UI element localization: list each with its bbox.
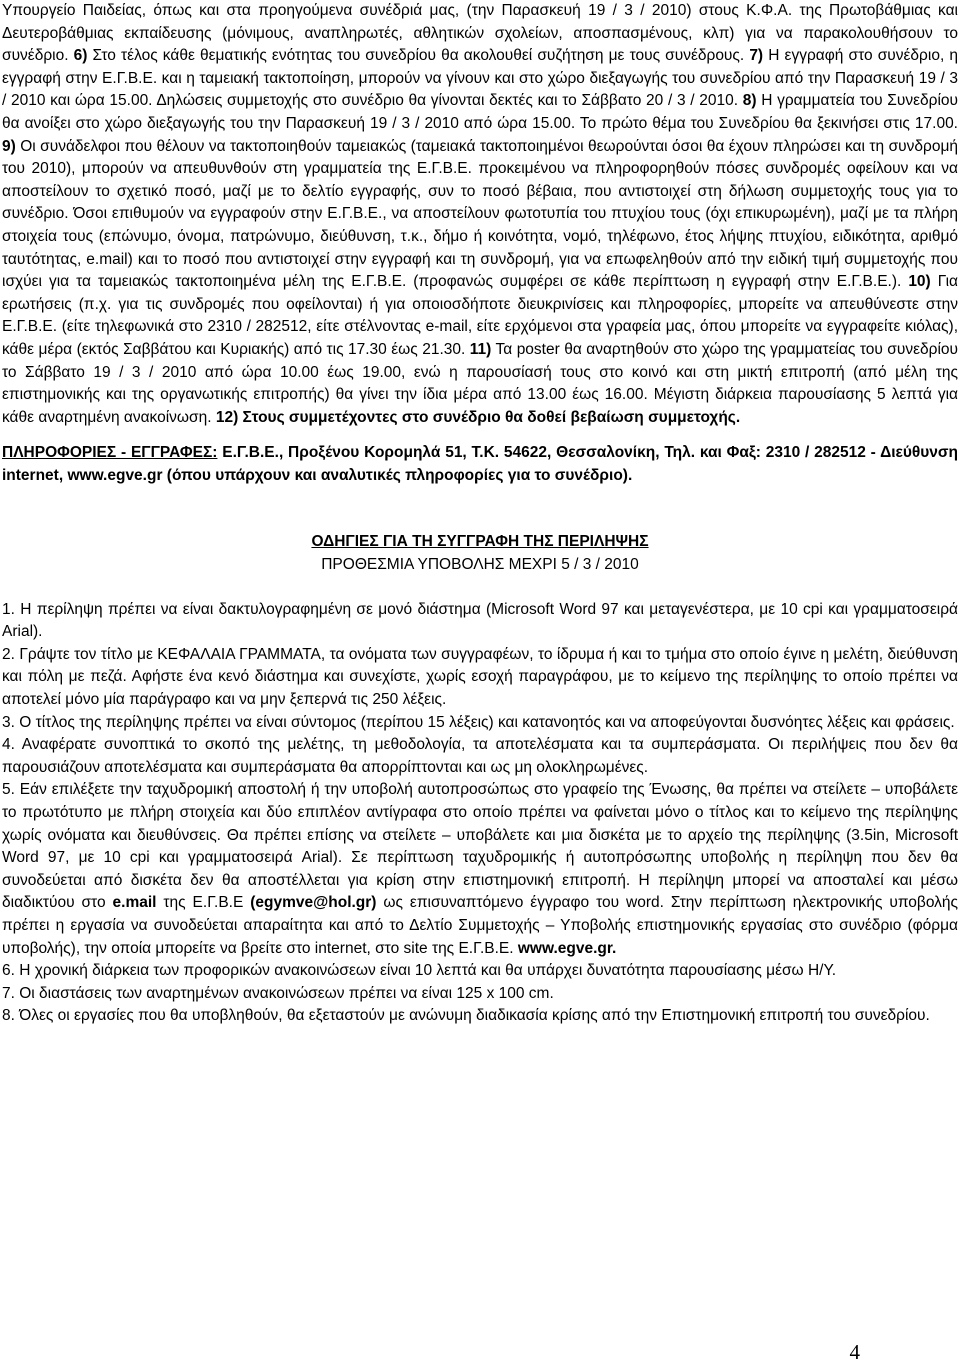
guideline-7: 7. Οι διαστάσεις των αναρτημένων ανακοινώσεων πρέπει να είναι 125 x 100 cm. [2, 984, 554, 1002]
guidelines-list [2, 599, 958, 1028]
item-number-11: 11) [469, 340, 492, 358]
guideline-4: 4. Αναφέρατε συνοπτικά το σκοπό της μελέτης, τη μεθοδολογία, τα αποτελέσματα και τα συμπεράσματα. Οι περιλήψεις που δεν θα παρουσιάζουν αποτελέσματα και συμπεράσματα θα απορρίπτονται και ως μη ολοκληρωμένες. [2, 736, 958, 776]
website-link: www.egve.gr. [517, 939, 617, 957]
item-12-text: Στους συμμετέχοντες στο συνέδριο θα δοθεί βεβαίωση συμμετοχής. [238, 408, 741, 426]
guideline-5-text-c: ως επισυναπτόμενο έγγραφο του word. Στην περίπτωση ηλεκτρονικής υποβολής πρέπει η εργασία να συνοδεύεται απαραίτητα και από το Δελτίο Συμμετοχής – Υποβολής επιστημονικής εργασίας στο συνέδριο (φόρμα υποβολής), την οποία μπορείτε να βρείτε στο internet, στο site της Ε.Γ.Β.Ε. [2, 894, 958, 957]
email-label: e.mail [112, 894, 157, 912]
item-10-text: Για ερωτήσεις (π.χ. για τις συνδρομές που οφείλονται) ή για οποιοσδήποτε διευκρινίσεις και πληροφορίες, μπορείτε να απευθύνεστε στην Ε.Γ.Β.Ε. (είτε τηλεφωνικά στο 2310 / 282512, είτε στέλνοντας e-mail, είτε ερχόμενοι στα γραφεία μας, όπου μπορείτε να εγγραφείτε κιόλας), κάθε μέρα (εκτός Σαββάτου και Κυριακής) από τις 17.30 έως 21.30. [2, 273, 958, 358]
guideline-5 [2, 779, 958, 960]
contact-info [2, 442, 958, 487]
item-number-6: 6) [73, 47, 88, 65]
item-6-text: Στο τέλος κάθε θεματικής ενότητας του συνεδρίου θα ακολουθεί συζήτηση με τους συνέδρους. [87, 47, 750, 65]
item-number-8: 8) [742, 92, 757, 110]
guidelines-heading: ΟΔΗΓΙΕΣ ΓΙΑ ΤΗ ΣΥΓΓΡΑΦΗ ΤΗΣ ΠΕΡΙΛΗΨΗΣ [311, 533, 649, 551]
guideline-6: 6. Η χρονική διάρκεια των προφορικών ανακοινώσεων είναι 10 λεπτά και θα υπάρχει δυνατότητα παρουσίασης μέσω Η/Υ. [2, 962, 837, 980]
item-number-12: 12) [215, 408, 239, 426]
guideline-5-text: 5. Εάν επιλέξετε την ταχυδρομική αποστολή ή την υποβολή αυτοπροσώπως στο γραφείο της Ένωσης, θα πρέπει να στείλετε – υποβάλετε το πρωτότυπο με πλήρη στοιχεία και δύο επιπλέον αντίγραφα στο οποίο πρέπει να φαίνεται μόνο ο τίτλος και το κείμενο της περίληψης χωρίς ονόματα και διευθύνσεις. Θα πρέπει επίσης να στείλετε – υποβάλετε και μια δισκέτα με το αρχείο της περίληψης (3.5in, Microsoft Word 97, με 10 cpi και γραμματοσειρά Arial). Σε περίπτωση ταχυδρομικής ή αυτοπρόσωπης υποβολής η περίληψη που δεν θα συνοδεύεται από δισκέτα δεν θα αποστέλλεται για κρίση στην επιστημονική επιτροπή. Η περίληψη μπορεί να αποσταλεί και μέσω διαδικτύου στο [2, 781, 958, 912]
guideline-5-text-b: της Ε.Γ.Β.Ε [156, 894, 251, 912]
sentence-ministry: Υπουργείο Παιδείας, όπως και στα προηγούμενα συνέδριά μας, (την Παρασκευή 19 / 3 / 2010) στους Κ.Φ.Α. της Πρωτοβάθμιας και Δευτεροβάθμιας εκπαίδευσης (μόνιμους, αναπληρωτές, αθλητικών σχολείων, αποσπασμένους, κλπ) για να παρακολουθήσουν το συνέδριο. [2, 2, 958, 65]
page-number: 4 [849, 1340, 860, 1364]
item-number-9: 9) [2, 137, 16, 155]
guideline-1: 1. Η περίληψη πρέπει να είναι δακτυλογραφημένη σε μονό διάστημα (Microsoft Word 97 και μεταγενέστερα, με 10 cpi και γραμματοσειρά Arial). [2, 600, 958, 641]
item-11-text: Τα poster θα αναρτηθούν στο χώρο της γραμματείας του συνεδρίου το Σάββατο 19 / 3 / 2010 από ώρα 10.00 έως 19.00, ενώ η παρουσίασή τους στο κοινό και στη μικτή επιτροπή (από μέλη της επιστημονικής και της οργανωτικής επιτροπής) θα γίνει την ίδια μέρα από 13.00 έως 16.00. Μέγιστη διάρκεια παρουσίασης 5 λεπτά για κάθε αναρτημένη ανακοίνωση. [2, 340, 958, 426]
contact-info-label: ΠΛΗΡΟΦΟΡΙΕΣ - ΕΓΓΡΑΦΕΣ: [2, 444, 218, 462]
item-9-text: Οι συνάδελφοι που θέλουν να τακτοποιηθούν ταμειακώς (ταμειακά τακτοποιημένοι θεωρούνται όσοι θα έχουν πληρώσει και τη συνδρομή του 2010), μπορούν να απευθυνθούν στη γραμματεία της Ε.Γ.Β.Ε. προκειμένου να πληροφορηθούν πόσες συνδρομές οφείλουν και να αποστείλουν το σχετικό ποσό, μαζί με το δελτίο εγγραφής, συν το ποσό βέβαια, που αντιστοιχεί στη δήλωση συμμετοχής τους για το συνέδριο. Όσοι επιθυμούν να εγγραφούν στην Ε.Γ.Β.Ε., να αποστείλουν φωτοτυπία του πτυχίου τους (όχι επικυρωμένη), μαζί με τα πλήρη στοιχεία τους (επώνυμο, όνομα, πατρώνυμο, διεύθυνση, τ.κ., δήμο ή κοινότητα, νομό, τηλέφωνο, έτος λήψης πτυχίου, ειδικότητα, αριθμό ταυτότητας, e.mail) και το ποσό που αντιστοιχεί στην εγγραφή και τη συνδρομή, για να επωφεληθούν από την ειδική τιμή συμμετοχής που ισχύει για τα ταμειακώς τακτοποιημένα μέλη της Ε.Γ.Β.Ε. (προφανώς συμφέρει σε κάθε περίπτωση η εγγραφή στην Ε.Γ.Β.Ε.). [2, 137, 958, 291]
email-address: (egymve@hol.gr) [250, 894, 377, 912]
guideline-2: 2. Γράψτε τον τίτλο με ΚΕΦΑΛΑΙΑ ΓΡΑΜΜΑΤΑ, τα ονόματα των συγγραφέων, το ίδρυμα ή και το τμήμα στο οποίο έγινε η μελέτη, διεύθυνση και πόλη με πεζά. Αφήστε ένα κενό διάστημα και συνεχίστε, χωρίς εσοχή παραγράφου, με το κείμενο της περίληψης το οποίο πρέπει να αποτελεί μόνο μία παράγραφο και να μην ξεπερνά τις 250 λέξεις. [2, 645, 958, 709]
continuation-paragraph [2, 0, 958, 429]
item-7-text: Η εγγραφή στο συνέδριο, η εγγραφή στην Ε.Γ.Β.Ε. και η ταμειακή τακτοποίηση, μπορούν να γίνουν και στο χώρο διεξαγωγής του συνεδρίου από την Παρασκευή 19 / 3 / 2010 και ώρα 15.00. Δηλώσεις συμμετοχής στο συνέδριο θα γίνονται δεκτές και το Σάββατο 20 / 3 / 2010. [2, 47, 958, 110]
guideline-3: 3. Ο τίτλος της περίληψης πρέπει να είναι σύντομος (περίπου 15 λέξεις) και κατανοητός και να αποφεύγονται δυσνόητες λέξεις και φράσεις. [2, 713, 955, 731]
contact-info-text: Ε.Γ.Β.Ε., Προξένου Κορομηλά 51, Τ.Κ. 54622, Θεσσαλονίκη, Τηλ. και Φαξ: 2310 / 282512 - Διεύθυνση internet, www.egve.gr (όπου υπάρχουν και αναλυτικές πληροφορίες για το συνέδριο). [2, 444, 958, 484]
item-number-10: 10) [908, 273, 931, 291]
submission-deadline: ΠΡΟΘΕΣΜΙΑ ΥΠΟΒΟΛΗΣ ΜΕΧΡΙ 5 / 3 / 2010 [321, 556, 639, 574]
guideline-8: 8. Όλες οι εργασίες που θα υποβληθούν, θα εξεταστούν με ανώνυμη διαδικασία κρίσης από την Επιστημονική επιτροπή του συνεδρίου. [2, 1007, 930, 1025]
item-number-7: 7) [749, 47, 764, 65]
item-8-text: Η γραμματεία του Συνεδρίου θα ανοίξει στο χώρο διεξαγωγής του την Παρασκευή 19 / 3 / 2010 από ώρα 15.00. Το πρώτο θέμα του Συνεδρίου θα ξεκινήσει στις 17.00. [2, 92, 958, 132]
